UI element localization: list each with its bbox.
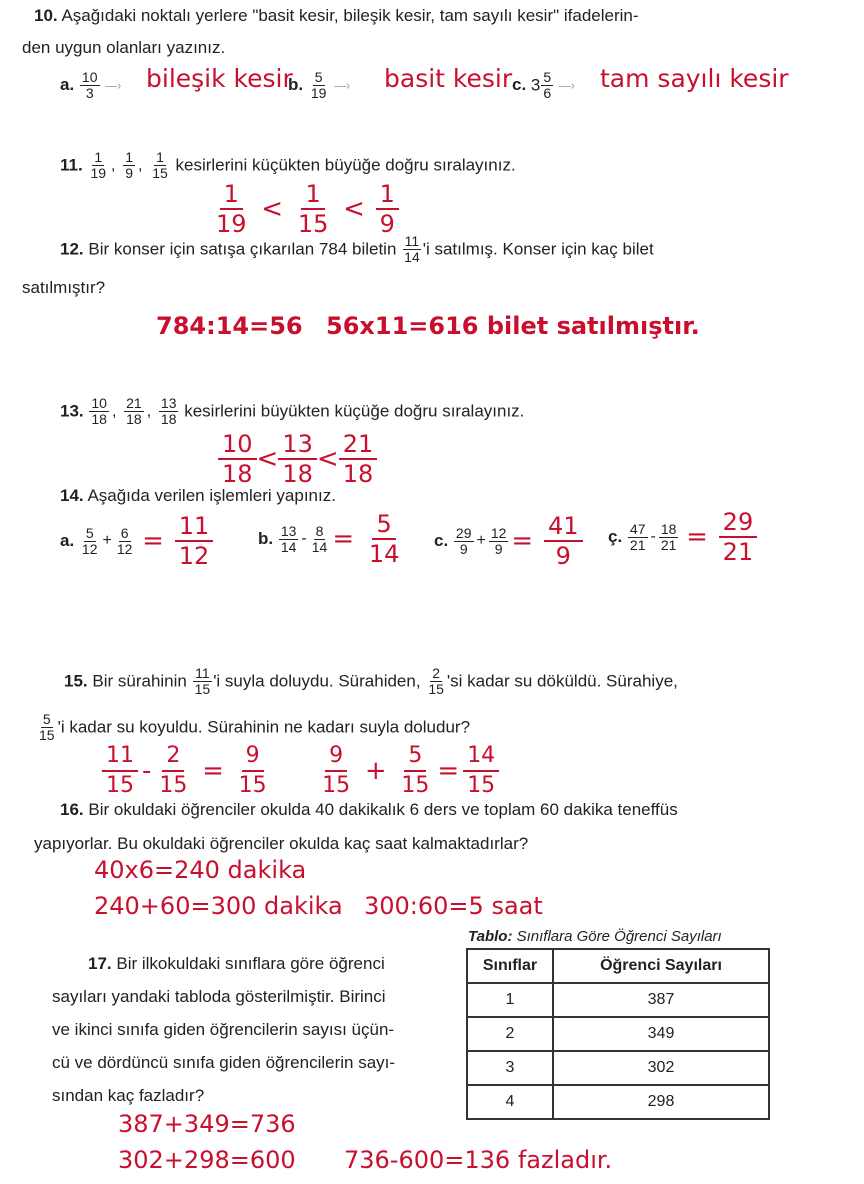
q10-c-numerator: 5 (543, 69, 552, 85)
q12-text-2: 'i satılmış. Konser için kaç bilet (422, 239, 654, 259)
q14-b-r-denominator: 14 (368, 540, 400, 568)
q14-cc-result (719, 508, 758, 566)
q14-b-x-numerator: 13 (280, 522, 297, 539)
q11-fraction-1 (88, 150, 108, 181)
q13-ans-a-numerator: 10 (218, 430, 257, 460)
q10-c-denominator: 6 (543, 85, 552, 101)
q15-ans-c-denominator: 15 (238, 773, 267, 798)
q11-f1-numerator: 1 (94, 149, 103, 165)
q14-cc-operand-2 (659, 522, 679, 553)
q16-prompt-line1 (60, 800, 678, 820)
q15-ans-e-denominator: 15 (401, 773, 430, 798)
q15-ans-d-numerator: 9 (325, 742, 347, 772)
q13-ans-fraction-1 (218, 430, 257, 488)
q14-a-x-numerator: 5 (85, 524, 94, 541)
q11-fraction-3 (150, 150, 170, 181)
q14-b-x-denominator: 14 (280, 538, 297, 555)
q11-answer (208, 180, 403, 238)
table-cell-count: 387 (553, 983, 769, 1017)
q16-answer-2: 240+60=300 dakika (94, 892, 343, 920)
q14-b-operator: - (301, 530, 307, 547)
q11-prompt (60, 150, 516, 181)
q17-caption-text: Sınıflara Göre Öğrenci Sayıları (516, 928, 722, 945)
q17-student-table (466, 948, 770, 1120)
q17-text-2: sayıları yandaki tabloda gösterilmiştir. Birinci (52, 987, 386, 1006)
q14-c-result (544, 512, 583, 570)
q10-b-answer: basit kesir (384, 64, 513, 93)
q15-ans-a-numerator: 11 (102, 742, 138, 772)
q13-ans-fraction-3 (339, 430, 378, 488)
q15-f1-numerator: 11 (195, 665, 210, 681)
q15-ans-f (463, 742, 499, 800)
q11-ans-lt-2: < (343, 194, 365, 224)
q14-c-operand-1 (454, 526, 474, 557)
q11-ans-fraction-1 (212, 180, 251, 238)
q15-ans-b (155, 742, 191, 800)
q17-text-1: Bir ilkokuldaki sınıflara göre öğrenci (116, 954, 385, 973)
q13-answer (218, 430, 377, 488)
q14-item-a (60, 512, 217, 570)
q13-f1-denominator: 18 (91, 411, 107, 427)
q13-text: kesirlerini büyükten küçüğe doğru sıralayınız. (184, 401, 525, 421)
q17-table-caption (468, 928, 722, 945)
q14-b-equals: = (332, 524, 355, 554)
q10-item-b (288, 70, 350, 101)
table-cell-class: 3 (467, 1051, 553, 1085)
q14-cc-y-numerator: 18 (660, 520, 677, 537)
table-header-row (467, 949, 769, 983)
q17-text-4: cü ve dördüncü sınıfa giden öğrencilerin sayı- (52, 1053, 396, 1072)
q13-ans-lt-2: < (316, 444, 339, 474)
q14-c-x-denominator: 9 (459, 540, 468, 557)
q10-item-a (60, 70, 121, 101)
q10-a-numerator: 10 (81, 69, 98, 85)
arrow-icon: —› (558, 78, 575, 93)
q14-item-cc (608, 508, 761, 566)
table-row (467, 1085, 769, 1119)
q15-f3-numerator: 5 (42, 711, 51, 727)
q14-c-y-denominator: 9 (494, 540, 503, 557)
q17-number: 17. (88, 954, 112, 973)
q11-ans-b-denominator: 15 (297, 210, 329, 238)
q10-b-label: b. (288, 74, 304, 94)
arrow-icon: —› (334, 78, 351, 93)
table-header-counts: Öğrenci Sayıları (553, 949, 769, 983)
q12-answer-2: 56x11=616 bilet satılmıştır. (326, 312, 700, 340)
q11-sep-1: , (111, 156, 116, 174)
q10-text-1: Aşağıdaki noktalı yerlere "basit kesir, bileşik kesir, tam sayılı kesir" ifadelerin- (61, 6, 639, 25)
q13-f3-numerator: 13 (160, 395, 177, 411)
q14-cc-x-denominator: 21 (629, 536, 646, 553)
table-cell-count: 298 (553, 1085, 769, 1119)
q11-ans-a-denominator: 19 (216, 210, 247, 238)
q10-c-whole: 3 (530, 75, 541, 95)
q15-ans-a-denominator: 15 (106, 773, 134, 798)
q12-number: 12. (60, 239, 84, 259)
q13-ans-c-denominator: 18 (342, 460, 374, 488)
q16-answer-1: 40x6=240 dakika (94, 856, 307, 884)
q10-a-label: a. (60, 74, 75, 94)
q15-number: 15. (64, 671, 88, 691)
q13-f2-numerator: 21 (126, 395, 142, 411)
q13-prompt (60, 396, 524, 427)
q13-ans-b-numerator: 13 (278, 430, 317, 460)
q15-text-2: 'i suyla doluydu. Sürahiden, (213, 671, 421, 691)
q15-ans-plus: + (364, 756, 387, 786)
q10-prompt-line1 (34, 6, 639, 26)
q14-a-r-denominator: 12 (178, 542, 210, 570)
q14-b-y-numerator: 8 (315, 522, 324, 539)
q11-f1-denominator: 19 (90, 165, 107, 181)
q13-sep-1: , (111, 402, 117, 420)
q14-a-result (175, 512, 214, 570)
q14-a-operand-1 (80, 526, 100, 557)
q10-a-denominator: 3 (85, 85, 94, 101)
q15-fraction-2 (426, 666, 446, 697)
q14-item-b (258, 510, 407, 568)
q15-ans-c (235, 742, 271, 800)
q11-ans-b-numerator: 1 (301, 180, 324, 210)
table-cell-class: 1 (467, 983, 553, 1017)
q14-b-operand-1 (279, 524, 299, 555)
q14-a-equals: = (142, 526, 164, 556)
q13-f3-denominator: 18 (160, 411, 177, 427)
q13-fraction-2 (124, 396, 144, 427)
q17-text-5: sından kaç fazladır? (52, 1086, 205, 1105)
q11-f3-numerator: 1 (156, 149, 164, 165)
q13-ans-c-numerator: 21 (339, 430, 378, 460)
q10-c-label: c. (512, 74, 527, 94)
q14-c-r-numerator: 41 (544, 512, 583, 542)
q11-fraction-2 (123, 150, 135, 181)
q13-ans-b-denominator: 18 (282, 460, 313, 488)
table-cell-count: 349 (553, 1017, 769, 1051)
q11-ans-fraction-2 (294, 180, 333, 238)
q14-a-r-numerator: 11 (175, 512, 214, 542)
q14-cc-operand-1 (628, 522, 648, 553)
q12-answer-1: 784:14=56 (156, 312, 303, 340)
q15-f2-denominator: 15 (428, 681, 444, 697)
q10-a-fraction (80, 70, 100, 101)
q14-b-y-denominator: 14 (311, 538, 328, 555)
q14-c-equals: = (511, 526, 534, 556)
q14-c-x-numerator: 29 (455, 524, 472, 541)
table-header-classes: Sınıflar (467, 949, 553, 983)
q17-text-3: ve ikinci sınıfa giden öğrencilerin sayısı üçün- (52, 1020, 395, 1039)
q13-sep-2: , (146, 402, 152, 420)
q11-ans-fraction-3 (376, 180, 399, 238)
table-row (467, 1017, 769, 1051)
q17-answer-3: 736-600=136 fazladır. (344, 1146, 613, 1174)
q11-f2-denominator: 9 (125, 165, 133, 181)
q11-f2-numerator: 1 (125, 149, 133, 165)
q17-answer-2: 302+298=600 (118, 1146, 296, 1174)
q14-c-y-numerator: 12 (490, 524, 507, 541)
q15-ans-d (318, 742, 354, 800)
q10-b-fraction (309, 70, 329, 101)
q15-ans-b-numerator: 2 (162, 742, 184, 772)
q17-answer-1: 387+349=736 (118, 1110, 296, 1138)
q15-f3-denominator: 15 (39, 727, 55, 743)
q14-number: 14. (60, 486, 84, 505)
q15-ans-equals: = (202, 756, 224, 786)
q13-f1-numerator: 10 (91, 395, 107, 411)
q11-ans-lt-1: < (261, 194, 284, 224)
q12-text-1: Bir konser için satışa çıkarılan 784 biletin (88, 239, 397, 259)
q14-cc-equals: = (686, 522, 708, 552)
q13-number: 13. (60, 401, 84, 421)
q13-fraction-3 (159, 396, 179, 427)
q11-number: 11. (60, 155, 83, 175)
table-row (467, 983, 769, 1017)
q15-answer (98, 742, 503, 800)
q14-b-result (365, 510, 404, 568)
q15-prompt-line1 (64, 666, 678, 697)
q16-number: 16. (60, 800, 84, 819)
q15-ans-f-denominator: 15 (467, 773, 496, 798)
q15-ans-b-denominator: 15 (159, 773, 188, 798)
q14-a-operand-2 (115, 526, 135, 557)
q10-c-answer: tam sayılı kesir (600, 64, 789, 93)
q14-a-x-denominator: 12 (81, 540, 98, 557)
table-cell-class: 2 (467, 1017, 553, 1051)
q14-a-y-numerator: 6 (120, 524, 129, 541)
q14-c-r-denominator: 9 (555, 542, 571, 570)
q15-ans-e-numerator: 5 (404, 742, 426, 772)
q11-ans-a-numerator: 1 (220, 180, 243, 210)
q10-number: 10. (34, 6, 58, 25)
q10-a-answer: bileşik kesir (146, 64, 293, 93)
table-cell-count: 302 (553, 1051, 769, 1085)
q10-b-denominator: 19 (310, 85, 327, 101)
q15-text-3: 'si kadar su döküldü. Sürahiye, (446, 671, 678, 691)
arrow-icon: —› (105, 78, 122, 93)
q11-ans-c-numerator: 1 (376, 180, 399, 210)
q13-f2-denominator: 18 (126, 411, 142, 427)
q14-c-label: c. (434, 531, 449, 550)
q14-a-y-denominator: 12 (116, 540, 133, 557)
q15-text-1: Bir sürahinin (92, 671, 187, 691)
q15-ans-f-numerator: 14 (463, 742, 499, 772)
q13-ans-fraction-2 (278, 430, 317, 488)
q15-ans-minus: - (142, 756, 152, 786)
q15-f1-denominator: 15 (194, 681, 211, 697)
q15-ans-equals-2: = (437, 756, 460, 786)
table-cell-class: 4 (467, 1085, 553, 1119)
q10-text-2: den uygun olanları yazınız. (22, 38, 226, 57)
q13-ans-a-denominator: 18 (222, 460, 253, 488)
q14-b-operand-2 (310, 524, 330, 555)
q10-b-numerator: 5 (314, 69, 323, 85)
q14-c-operand-2 (489, 526, 509, 557)
q16-answer-3: 300:60=5 saat (364, 892, 543, 920)
q11-f3-denominator: 15 (152, 165, 168, 181)
q14-cc-r-denominator: 21 (722, 538, 754, 566)
q15-ans-a (102, 742, 138, 800)
q15-ans-e (397, 742, 433, 800)
q13-ans-lt-1: < (256, 444, 279, 474)
q14-text: Aşağıda verilen işlemleri yapınız. (87, 486, 336, 505)
q14-b-label: b. (258, 529, 274, 548)
q11-ans-c-denominator: 9 (379, 210, 395, 238)
q12-text-3: satılmıştır? (22, 278, 106, 297)
q17-caption-label: Tablo: (468, 928, 513, 945)
q10-c-fraction (541, 70, 553, 101)
q16-text-2: yapıyorlar. Bu okuldaki öğrenciler okulda kaç saat kalmaktadırlar? (34, 834, 529, 853)
q15-fraction-3 (37, 712, 57, 743)
q15-fraction-1 (193, 666, 213, 697)
q14-a-label: a. (60, 531, 75, 550)
q14-prompt (60, 486, 336, 506)
q14-cc-y-denominator: 21 (660, 536, 677, 553)
q14-c-operator: + (476, 532, 486, 549)
q14-cc-operator: - (650, 528, 656, 545)
q14-b-r-numerator: 5 (372, 510, 395, 540)
q15-f2-numerator: 2 (432, 665, 440, 681)
q14-a-operator: + (102, 532, 112, 549)
q14-item-c (434, 512, 587, 570)
table-row (467, 1051, 769, 1085)
q15-ans-c-numerator: 9 (242, 742, 264, 772)
q14-cc-r-numerator: 29 (719, 508, 758, 538)
q14-cc-label: ç. (608, 527, 623, 546)
q14-cc-x-numerator: 47 (629, 520, 646, 537)
q15-prompt-line2 (36, 712, 470, 743)
q12-fraction (402, 234, 422, 265)
q13-fraction-1 (89, 396, 109, 427)
q12-prompt (60, 234, 654, 265)
q15-ans-d-denominator: 15 (322, 773, 351, 798)
q15-text-4: 'i kadar su koyuldu. Sürahinin ne kadarı suyla doludur? (57, 717, 471, 737)
q17-line-1 (88, 954, 385, 974)
q11-sep-2: , (138, 156, 143, 174)
q12-numerator: 11 (404, 233, 420, 249)
q11-text: kesirlerini küçükten büyüğe doğru sıralayınız. (175, 155, 516, 175)
q12-denominator: 14 (404, 249, 420, 265)
q10-item-c (512, 70, 575, 101)
q16-text-1: Bir okuldaki öğrenciler okulda 40 dakikalık 6 ders ve toplam 60 dakika teneffüs (88, 800, 678, 819)
